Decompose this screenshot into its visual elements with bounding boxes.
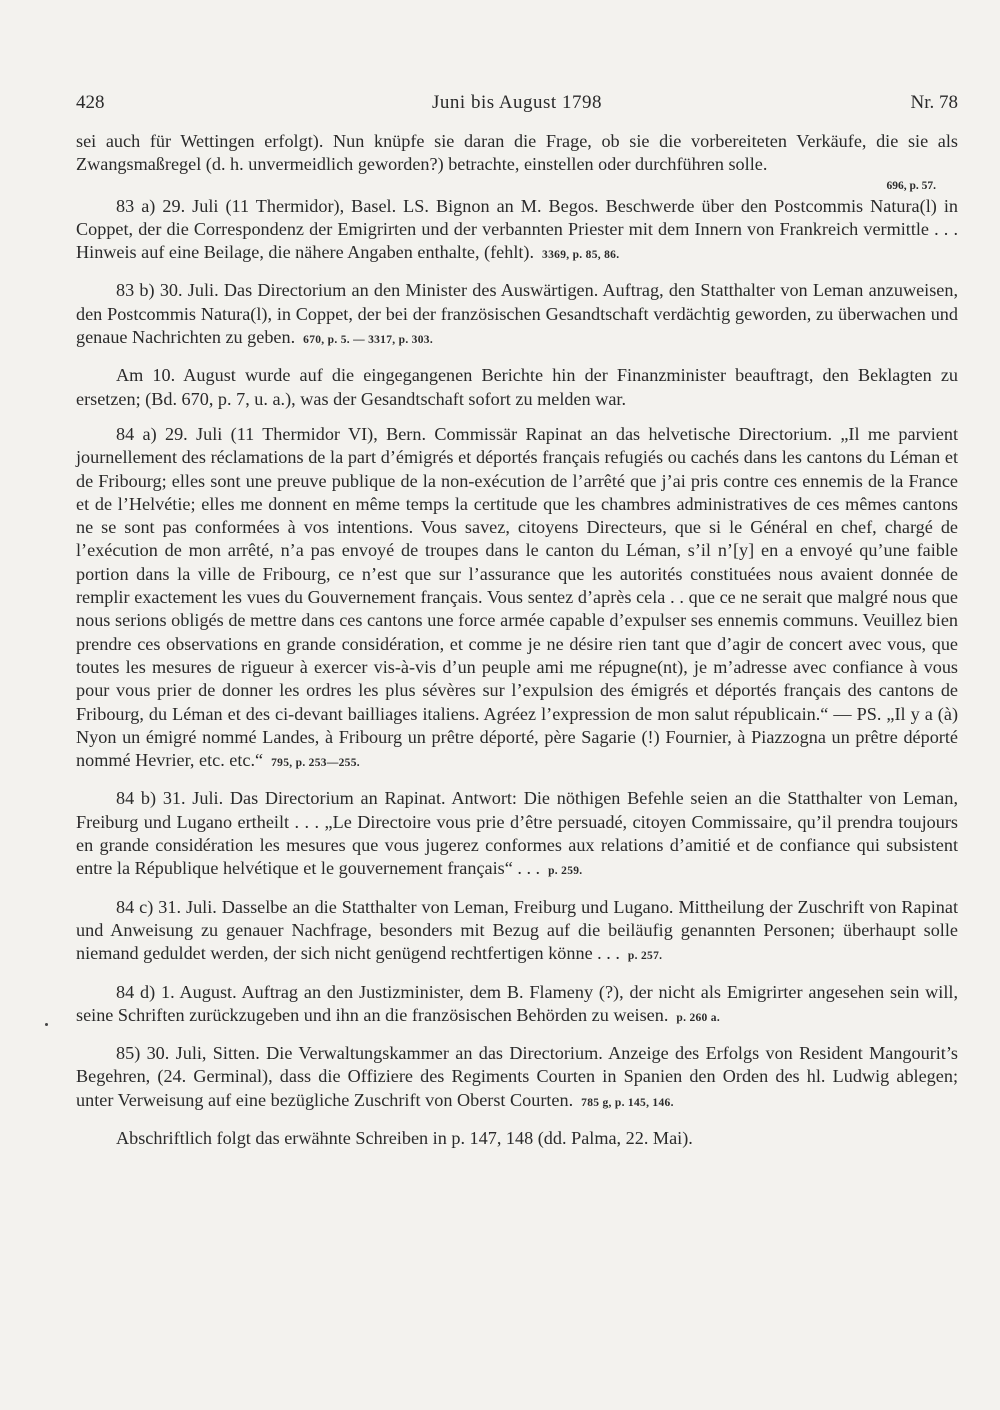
entry-84c <box>76 896 958 969</box>
entry-85 <box>76 1042 958 1115</box>
archive-reference: 696, p. 57. <box>886 179 936 192</box>
entry-number: Nr. 78 <box>910 92 958 113</box>
paragraph-text: Abschriftlich folgt das erwähnte Schreiben in p. 147, 148 (dd. Palma, 22. Mai). <box>116 1127 693 1148</box>
archive-reference: 785 g, p. 145, 146. <box>581 1096 674 1109</box>
archive-reference: 3369, p. 85, 86. <box>542 249 620 262</box>
ink-speck <box>45 1023 48 1026</box>
page-body <box>76 130 958 1150</box>
entry-84a <box>76 423 958 775</box>
page-header <box>76 92 958 122</box>
paragraph-text: 84 d) 1. August. Auftrag an den Justizminister, dem B. Flameny (?), der nicht als Emigrirter angesehen sein will, seine Schriften zurückzugeben und ihn an die französischen Behörden zu weisen. <box>76 981 958 1025</box>
page-number: 428 <box>76 92 105 113</box>
paragraph-text: 84 c) 31. Juli. Dasselbe an die Statthalter von Leman, Freiburg und Lugano. Mittheilung der Zuschrift von Rapinat und Anweisung zu genauer Nachfrage, besonders mit Bezug auf die beiläufig genannten Personen; überhaupt solle niemand geduldet werden, der sich nicht genügend rechtfertigen könne . . . <box>76 896 958 964</box>
paragraph-text: 83 a) 29. Juli (11 Thermidor), Basel. LS. Bignon an M. Begos. Beschwerde über den Postcommis Natura(l) in Coppet, der die Correspondenz der Emigrirten und der verbannten Priester mit dem Innern von Frankreich vermittle . . . Hinweis auf eine Beilage, die nähere Angaben enthalte, (fehlt). <box>76 195 958 263</box>
closing-note <box>76 1127 958 1150</box>
archive-reference: p. 259. <box>548 865 583 878</box>
archive-reference: p. 260 a. <box>676 1011 721 1024</box>
note-paragraph <box>76 364 958 411</box>
paragraph-text: sei auch für Wettingen erfolgt). Nun knüpfe sie daran die Frage, ob sie die vorbereiteten Verkäufe, die sie als Zwangsmaßregel (d. h. unvermeidlich geworden?) betrachte, einstellen oder durchführen solle. <box>76 131 958 175</box>
entry-84d <box>76 981 958 1031</box>
entry-83a <box>76 195 958 268</box>
paragraph-text: 84 a) 29. Juli (11 Thermidor VI), Bern. Commissär Rapinat an das helvetische Directorium. „Il me parvient journellement des réclamations de la part d’émigrés et déportés français refugiés ou cachés dans les cantons du Léman et de Fribourg; elles sont une preuve publique de la non-exécution de l’arrêté que j’ai pris contre ces ennemis de la France et de l’Helvétie; elles me donnent en même temps la certitude que les chambres administratives de ces mêmes cantons ne se sont pas conformées à vos intentions. Vous savez, citoyens Directeurs, que si le Général en chef, chargé de l’exécution de mon arrêté, n’a pas envoyé de troupes dans le canton du Léman, s’il n’[y] en a envoyé qu’une faible portion dans la ville de Fribourg, ce n’est que sur l’assurance que les autorités constituées nous avaient donnée de remplir exactement les vues du Gouvernement français. Vous sentez d’après cela . . que ce ne serait que malgré nous que nous serions obligés de mettre dans ces cantons une force armée capable d’expulser ses ennemis communs. Veuillez bien prendre ces observations en grande considération, et comme je ne désire rien tant que d’agir de concert avec vous, que toutes les mesures de rigueur à exercer vis-à-vis d’un peuple ami me répugne(nt), je m’adresse avec confiance à vous pour vous prier de donner les ordres les plus sévères sur l’expulsion des émigrés et déportés français des cantons de Fribourg, du Léman et des ci-devant bailliages italiens. Agréez l’expression de mon salut républicain.“ — PS. „Il y a (à) Nyon un émigré nommé Landes, à Fribourg un prêtre déporté, père Sagarie (!) Fournier, à Piazzogna un prêtre déporté nommé Hevrier, etc. etc.“ <box>76 423 958 771</box>
archive-reference: p. 257. <box>627 950 663 963</box>
entry-83b <box>76 279 958 352</box>
paragraph-continuation <box>76 130 958 177</box>
paragraph-text: Am 10. August wurde auf die eingegangenen Berichte hin der Finanzminister beauftragt, den Beklagten zu ersetzen; (Bd. 670, p. 7, u. a.), was der Gesandtschaft sofort zu melden war. <box>76 365 958 409</box>
paragraph-text: 85) 30. Juli, Sitten. Die Verwaltungskammer an das Directorium. Anzeige des Erfolgs von Resident Mangourit’s Begehren, (24. Germinal), dass die Offiziere des Regiments Courten in Spanien den Orden des hl. Ludwig ablegen; unter Verweisung auf eine bezügliche Zuschrift von Oberst Courten. <box>76 1043 958 1110</box>
paragraph-text: 84 b) 31. Juli. Das Directorium an Rapinat. Antwort: Die nöthigen Befehle seien an die Statthalter von Leman, Freiburg und Lugano ertheilt . . . „Le Directoire vous prie d’être persuadé, citoyen Commissaire, qu’il prendra toujours en grande considération les mesures que vous jugerez conformes aux relations d’amitié et de confiance qui subsistent entre la République helvétique et le gouvernement français“ . . . <box>76 788 958 879</box>
paragraph-text: 83 b) 30. Juli. Das Directorium an den Minister des Auswärtigen. Auftrag, den Statthalter von Leman anzuweisen, den Postcommis Natura(l), in Coppet, der bei der französischen Gesandtschaft verdächtig geworden, zu überwachen und genaue Nachrichten zu geben. <box>76 280 958 348</box>
archive-reference: 670, p. 5. — 3317, p. 303. <box>303 334 433 347</box>
entry-84b <box>76 787 958 883</box>
archive-reference: 795, p. 253—255. <box>271 757 360 770</box>
running-title: Juni bis August 1798 <box>432 92 602 113</box>
